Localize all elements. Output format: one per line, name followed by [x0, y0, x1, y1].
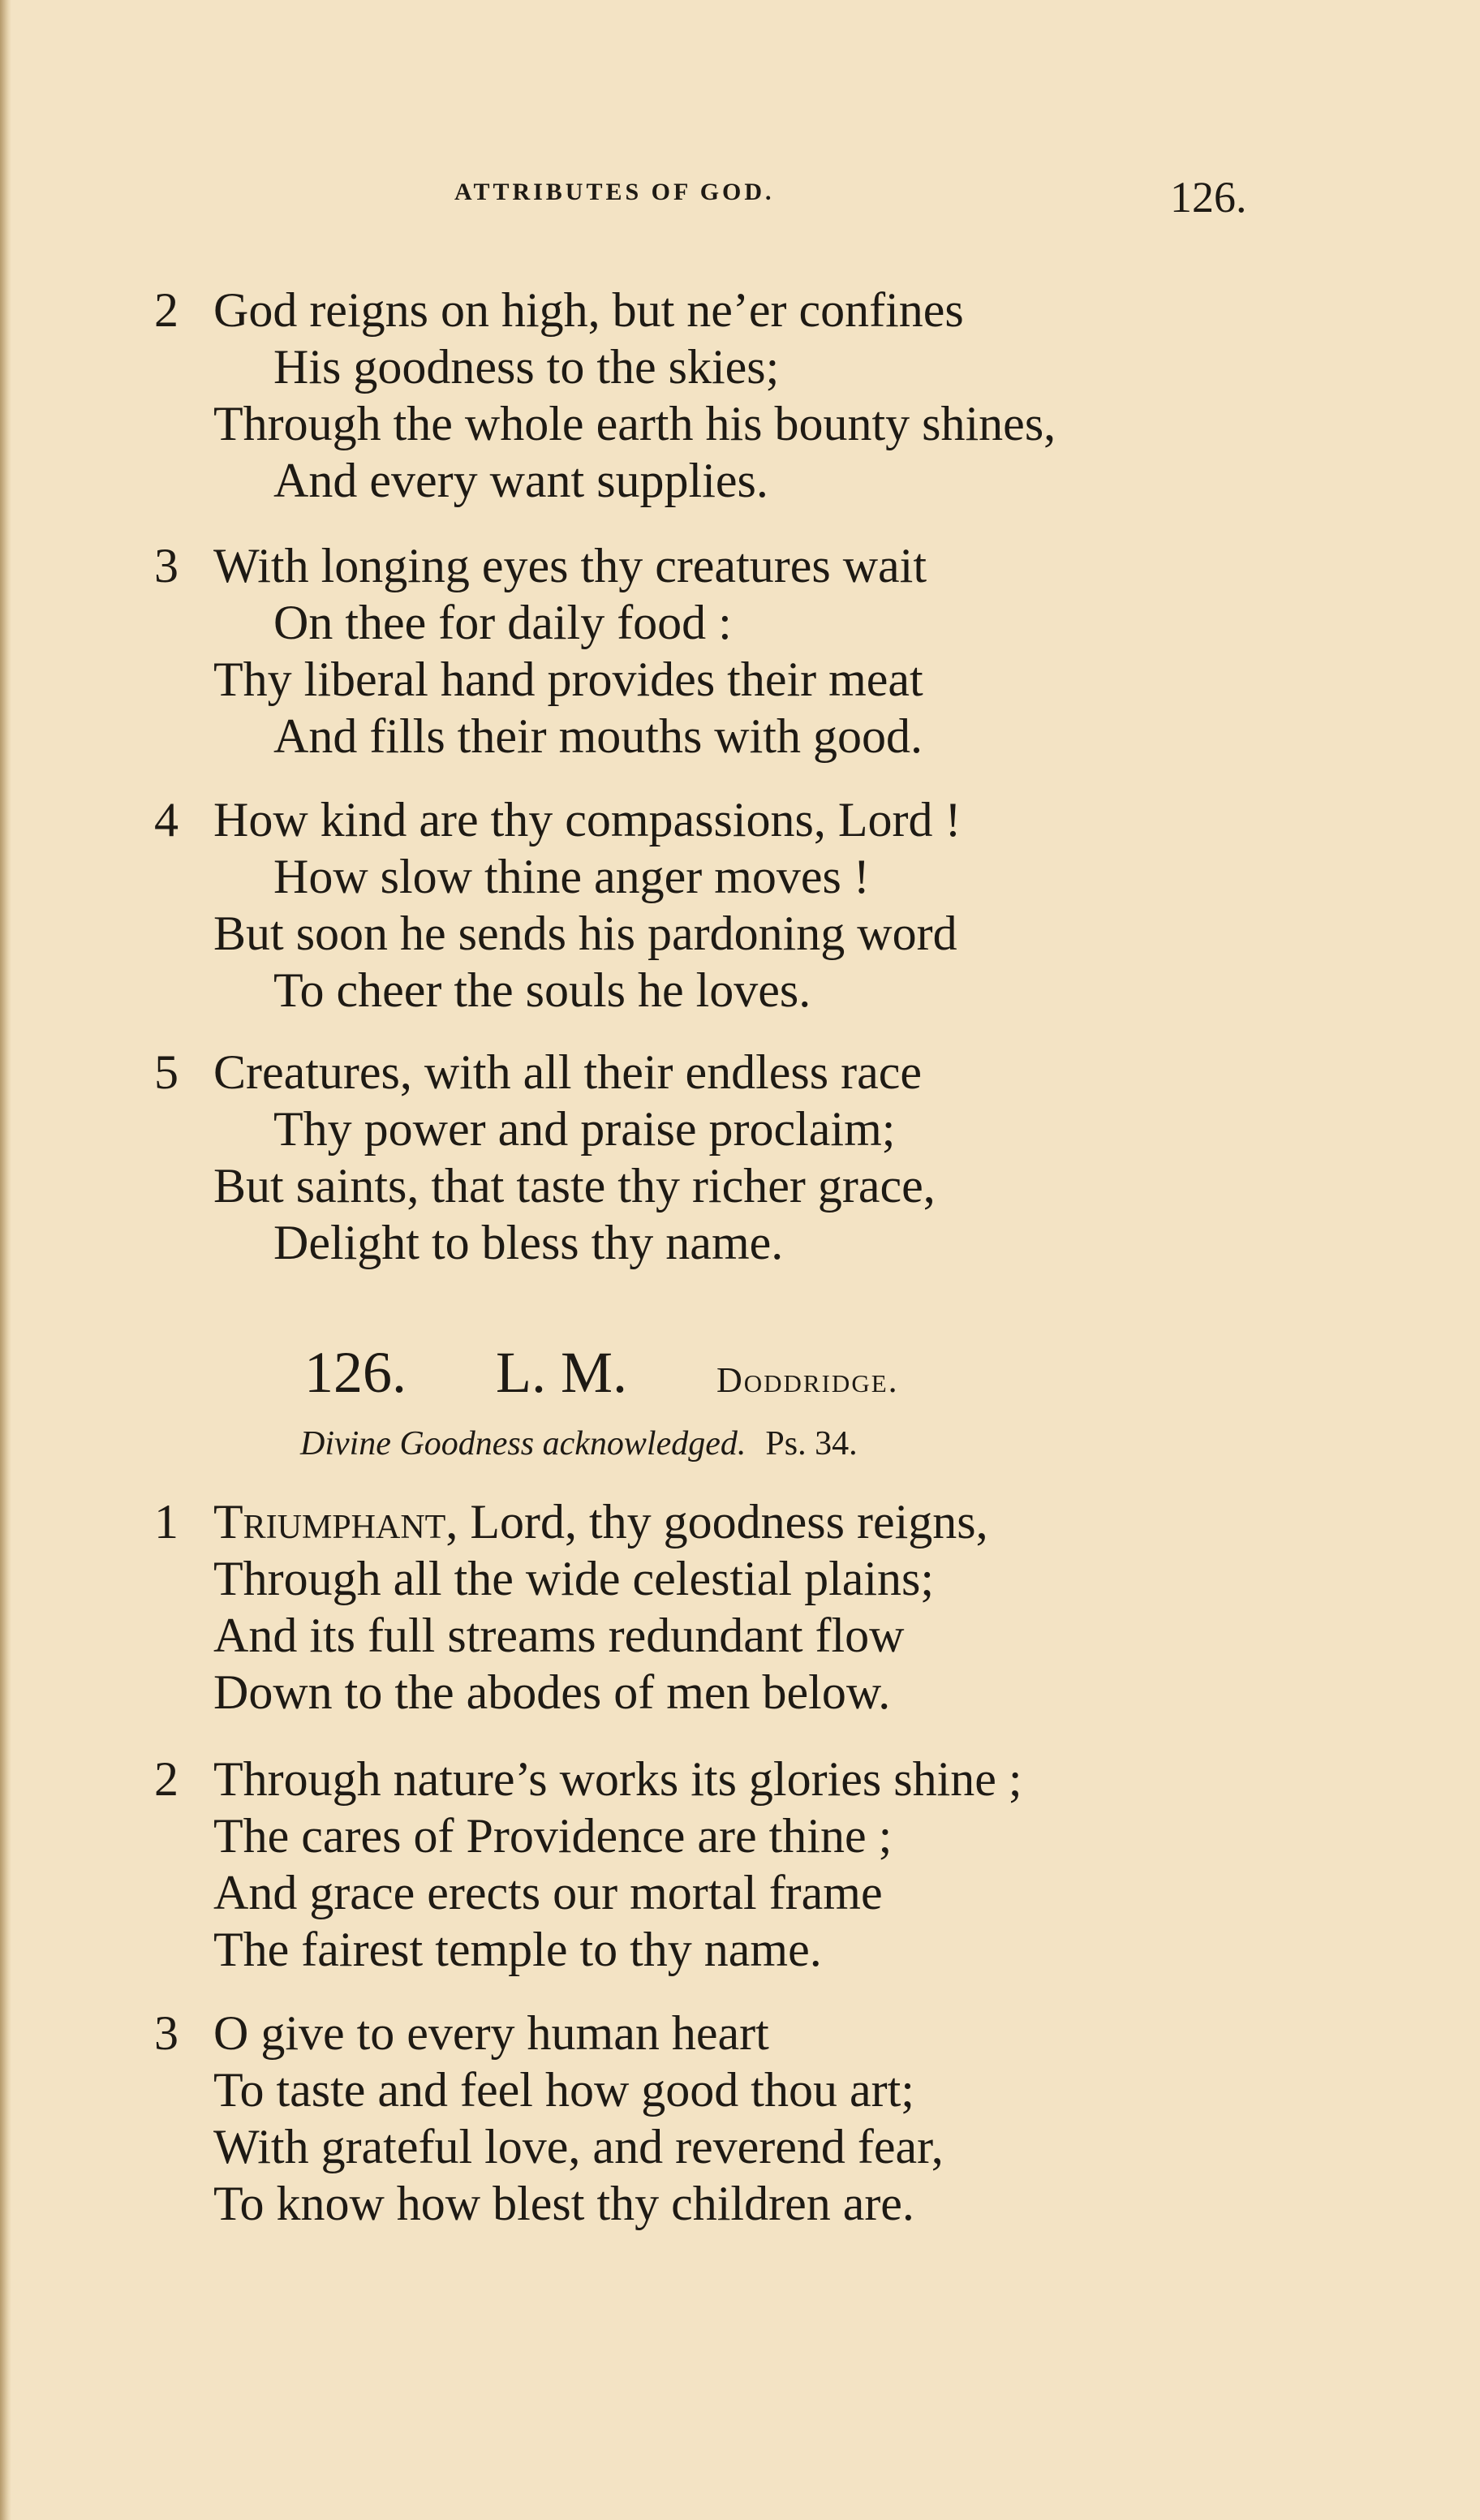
scripture-reference: Ps. 34. — [765, 1425, 858, 1462]
stanza-number: 2 — [154, 283, 179, 337]
verse-line: With longing eyes thy creatures wait — [213, 539, 927, 592]
verse-line: Through nature’s works its glories shine ; — [213, 1752, 1022, 1806]
verse-line: And its full streams redundant flow — [213, 1609, 905, 1662]
hymn-subtitle — [300, 1424, 858, 1463]
stanza — [154, 791, 962, 1019]
stanza-number: 4 — [154, 793, 179, 846]
hymn-author: Doddridge. — [716, 1360, 899, 1400]
verse-line: The fairest temple to thy name. — [213, 1923, 822, 1976]
stanza-number: 3 — [154, 2006, 179, 2060]
verse-line: And fills their mouths with good. — [273, 709, 923, 763]
stanza-number: 5 — [154, 1045, 179, 1099]
first-word: Triumphant, — [213, 1495, 458, 1549]
hymn-heading — [304, 1339, 899, 1406]
verse-line: And grace erects our mortal frame — [213, 1866, 883, 1919]
hymn-title: Divine Goodness acknowledged. — [300, 1425, 746, 1462]
stanza-number: 1 — [154, 1495, 179, 1549]
stanza — [154, 537, 927, 765]
verse-line: O give to every human heart — [213, 2006, 769, 2060]
verse-line: His goodness to the skies; — [273, 340, 780, 394]
stanza-number: 2 — [154, 1752, 179, 1806]
verse-line: Through all the wide celestial plains; — [213, 1552, 935, 1605]
hymn-meter: L. M. — [496, 1340, 627, 1405]
verse-line: God reigns on high, but ne’er confines — [213, 283, 964, 337]
verse-line: How slow thine anger moves ! — [273, 850, 870, 903]
verse-line: But saints, that taste thy richer grace, — [213, 1159, 936, 1213]
verse-line-rest: Lord, thy goodness reigns, — [458, 1495, 988, 1549]
verse-line: Thy power and praise proclaim; — [273, 1102, 896, 1156]
stanza-number: 3 — [154, 539, 179, 592]
verse-line: But soon he sends his pardoning word — [213, 907, 957, 960]
verse-line: To cheer the souls he loves. — [273, 963, 811, 1017]
verse-line: Thy liberal hand provides their meat — [213, 653, 923, 706]
verse-line: Delight to bless thy name. — [273, 1216, 784, 1269]
verse-line — [213, 1493, 988, 1550]
page-edge — [0, 0, 11, 2520]
verse-line: To know how blest thy children are. — [213, 2177, 914, 2230]
verse-line: The cares of Providence are thine ; — [213, 1809, 893, 1863]
verse-line: On thee for daily food : — [273, 596, 732, 649]
stanza — [154, 2005, 944, 2232]
hymn-number: 126. — [304, 1340, 407, 1405]
verse-line: To taste and feel how good thou art; — [213, 2063, 914, 2117]
stanza — [154, 1044, 936, 1271]
page-number: 126. — [1170, 173, 1247, 222]
running-title: ATTRIBUTES OF GOD. — [454, 179, 775, 205]
stanza — [154, 1751, 1022, 1978]
stanza — [154, 282, 1056, 509]
verse-line: With grateful love, and reverend fear, — [213, 2120, 944, 2173]
verse-line: Creatures, with all their endless race — [213, 1045, 922, 1099]
verse-line: How kind are thy compassions, Lord ! — [213, 793, 962, 846]
verse-line: Through the whole earth his bounty shines, — [213, 397, 1056, 450]
stanza — [154, 1493, 988, 1721]
verse-line: Down to the abodes of men below. — [213, 1665, 891, 1719]
verse-line: And every want supplies. — [273, 454, 768, 507]
